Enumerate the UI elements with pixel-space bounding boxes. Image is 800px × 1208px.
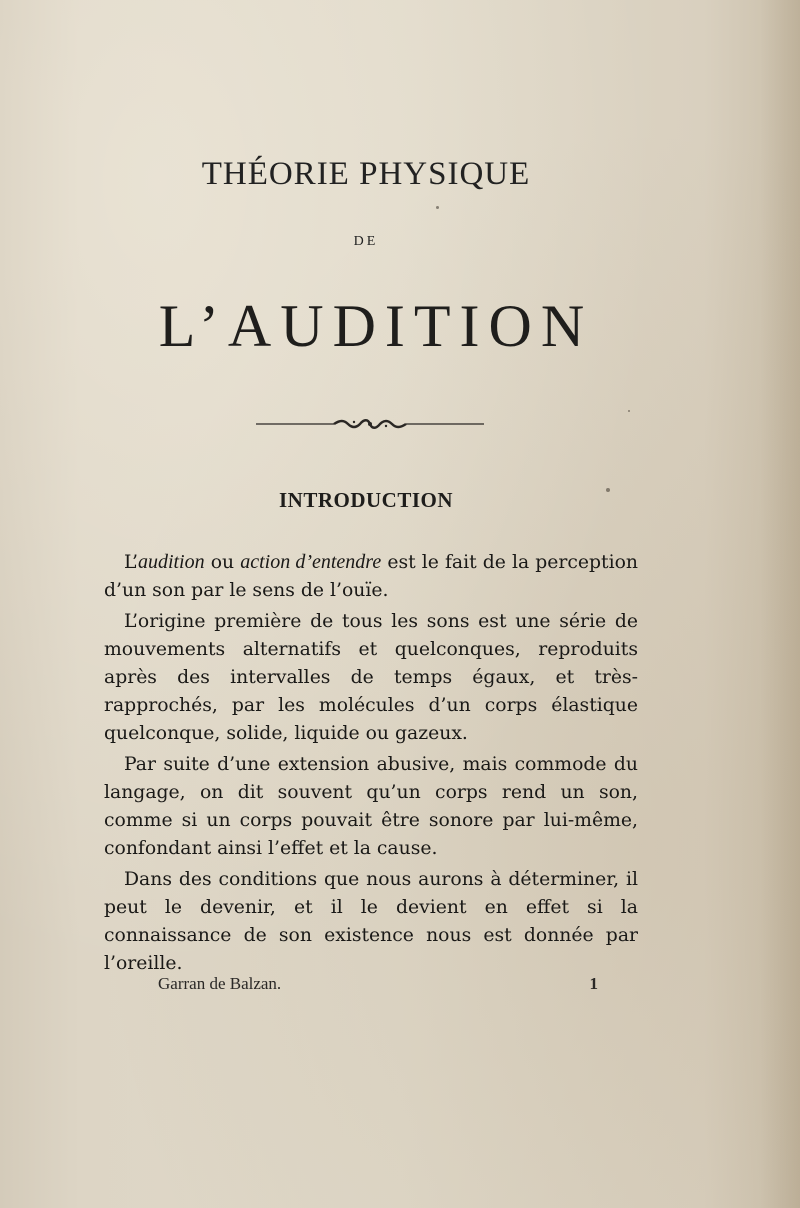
paragraph-1 — [104, 548, 638, 605]
paper-speck — [436, 206, 439, 209]
title-line-1: THÉORIE PHYSIQUE — [201, 156, 531, 192]
page-edge-shadow — [760, 0, 800, 1208]
paragraph-1-rest: est le fait de la perception d’un son par le sens de l’ouïe. — [104, 552, 639, 601]
paper-speck — [628, 410, 630, 412]
paragraph-1-connector: ou — [204, 552, 241, 573]
paragraph-3: Par suite d’une extension abusive, mais commode du langage, on dit souvent qu’un corps rend un son, comme si un corps pouvait être sonore par lui-même, confondant ainsi l’effet et la cause. — [104, 754, 638, 859]
section-heading: INTRODUCTION — [278, 488, 454, 512]
decorative-rule-flourish-icon — [256, 414, 484, 434]
paragraph-1-italic-term: audition — [137, 551, 205, 573]
paragraph-2: L’origine première de tous les sons est une série de mouvements alternatifs et quelconques, reproduits après des intervalles de temps égaux, et très-rapprochés, par les molécules d’un corps élastique quelconque, solide, liquide ou gazeux. — [104, 611, 638, 744]
paragraph-1-prefix: L’ — [124, 552, 138, 573]
paragraph-1-italic-phrase: action d’entendre — [240, 551, 382, 573]
paper-speck — [606, 488, 610, 492]
footer-author: Garran de Balzan. — [158, 974, 282, 993]
title-connector: DE — [353, 234, 379, 249]
footer-signature-mark: 1 — [589, 974, 598, 993]
body-text — [104, 548, 638, 981]
paragraph-4: Dans des conditions que nous aurons à déterminer, il peut le devenir, et il le devient en effet si la connaissance de son existence nous est donnée par l’oreille. — [104, 869, 638, 974]
title-main: L’AUDITION — [158, 293, 594, 359]
page-footer — [158, 974, 598, 998]
